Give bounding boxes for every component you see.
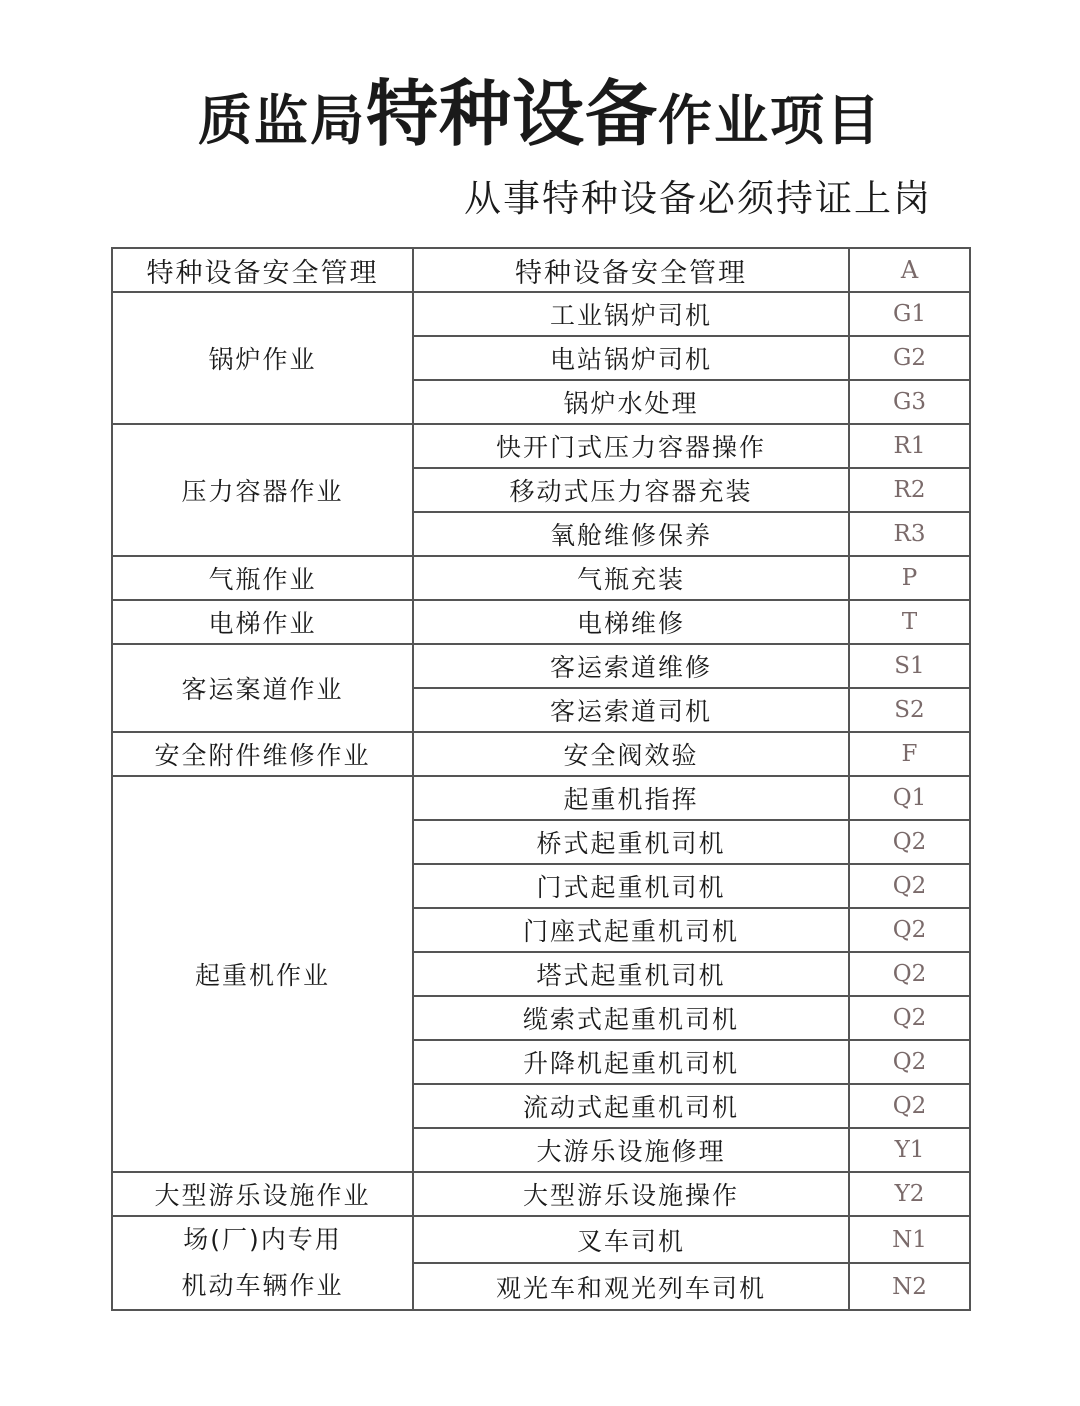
category-cell-amusement: 大型游乐设施作业 bbox=[112, 1172, 413, 1216]
item-cell: 气瓶充装 bbox=[413, 556, 849, 600]
item-cell: 桥式起重机司机 bbox=[413, 820, 849, 864]
item-cell: 起重机指挥 bbox=[413, 776, 849, 820]
code-cell: Q2 bbox=[849, 996, 970, 1040]
title-part-bureau: 质监局 bbox=[197, 89, 366, 152]
title-part-special-equipment: 特种设备 bbox=[365, 72, 658, 156]
item-cell: 电梯维修 bbox=[413, 600, 849, 644]
code-cell: N1 bbox=[849, 1216, 970, 1263]
table-row bbox=[112, 292, 970, 336]
item-cell: 观光车和观光列车司机 bbox=[413, 1263, 849, 1310]
item-cell: 电站锅炉司机 bbox=[413, 336, 849, 380]
item-cell: 移动式压力容器充装 bbox=[413, 468, 849, 512]
code-cell: Q2 bbox=[849, 908, 970, 952]
equipment-operation-table bbox=[111, 247, 971, 1311]
page-title bbox=[0, 72, 1080, 156]
item-cell: 锅炉水处理 bbox=[413, 380, 849, 424]
code-cell: Q2 bbox=[849, 1040, 970, 1084]
code-cell: R2 bbox=[849, 468, 970, 512]
category-vehicle-line2: 机动车辆作业 bbox=[181, 1271, 344, 1300]
table-row bbox=[112, 556, 970, 600]
table-row bbox=[112, 1172, 970, 1216]
item-cell: 客运索道司机 bbox=[413, 688, 849, 732]
table-header-row bbox=[112, 248, 970, 292]
item-cell: 工业锅炉司机 bbox=[413, 292, 849, 336]
header-code-cell: A bbox=[849, 248, 970, 292]
category-cell-safety-accessory: 安全附件维修作业 bbox=[112, 732, 413, 776]
item-cell: 大游乐设施修理 bbox=[413, 1128, 849, 1172]
item-cell: 安全阀效验 bbox=[413, 732, 849, 776]
title-part-work-items: 作业项目 bbox=[658, 89, 882, 152]
code-cell: Q2 bbox=[849, 820, 970, 864]
item-cell: 叉车司机 bbox=[413, 1216, 849, 1263]
item-cell: 塔式起重机司机 bbox=[413, 952, 849, 996]
code-cell: R3 bbox=[849, 512, 970, 556]
code-cell: N2 bbox=[849, 1263, 970, 1310]
header-category-cell: 特种设备安全管理 bbox=[112, 248, 413, 292]
code-cell: S1 bbox=[849, 644, 970, 688]
code-cell: Q2 bbox=[849, 864, 970, 908]
code-cell: S2 bbox=[849, 688, 970, 732]
code-cell: P bbox=[849, 556, 970, 600]
category-cell-boiler: 锅炉作业 bbox=[112, 292, 413, 424]
table-row bbox=[112, 776, 970, 820]
category-cell-vehicle bbox=[112, 1216, 413, 1310]
item-cell: 门座式起重机司机 bbox=[413, 908, 849, 952]
header-item-cell: 特种设备安全管理 bbox=[413, 248, 849, 292]
table-row bbox=[112, 1216, 970, 1263]
item-cell: 流动式起重机司机 bbox=[413, 1084, 849, 1128]
page-subtitle: 从事特种设备必须持证上岗 bbox=[464, 177, 932, 220]
code-cell: Q2 bbox=[849, 1084, 970, 1128]
code-cell: G3 bbox=[849, 380, 970, 424]
table-row bbox=[112, 644, 970, 688]
category-cell-ropeway: 客运案道作业 bbox=[112, 644, 413, 732]
table-row bbox=[112, 732, 970, 776]
item-cell: 升降机起重机司机 bbox=[413, 1040, 849, 1084]
code-cell: G2 bbox=[849, 336, 970, 380]
item-cell: 门式起重机司机 bbox=[413, 864, 849, 908]
code-cell: F bbox=[849, 732, 970, 776]
item-cell: 快开门式压力容器操作 bbox=[413, 424, 849, 468]
category-cell-gas-cylinder: 气瓶作业 bbox=[112, 556, 413, 600]
item-cell: 客运索道维修 bbox=[413, 644, 849, 688]
code-cell: Q1 bbox=[849, 776, 970, 820]
table-row bbox=[112, 424, 970, 468]
code-cell: R1 bbox=[849, 424, 970, 468]
code-cell: T bbox=[849, 600, 970, 644]
code-cell: Y1 bbox=[849, 1128, 970, 1172]
item-cell: 大型游乐设施操作 bbox=[413, 1172, 849, 1216]
code-cell: Q2 bbox=[849, 952, 970, 996]
code-cell: Y2 bbox=[849, 1172, 970, 1216]
category-cell-crane: 起重机作业 bbox=[112, 776, 413, 1172]
item-cell: 氧舱维修保养 bbox=[413, 512, 849, 556]
item-cell: 缆索式起重机司机 bbox=[413, 996, 849, 1040]
table-row bbox=[112, 600, 970, 644]
code-cell: G1 bbox=[849, 292, 970, 336]
category-cell-pressure-vessel: 压力容器作业 bbox=[112, 424, 413, 556]
category-cell-elevator: 电梯作业 bbox=[112, 600, 413, 644]
category-vehicle-line1: 场(厂)内专用 bbox=[183, 1225, 342, 1254]
